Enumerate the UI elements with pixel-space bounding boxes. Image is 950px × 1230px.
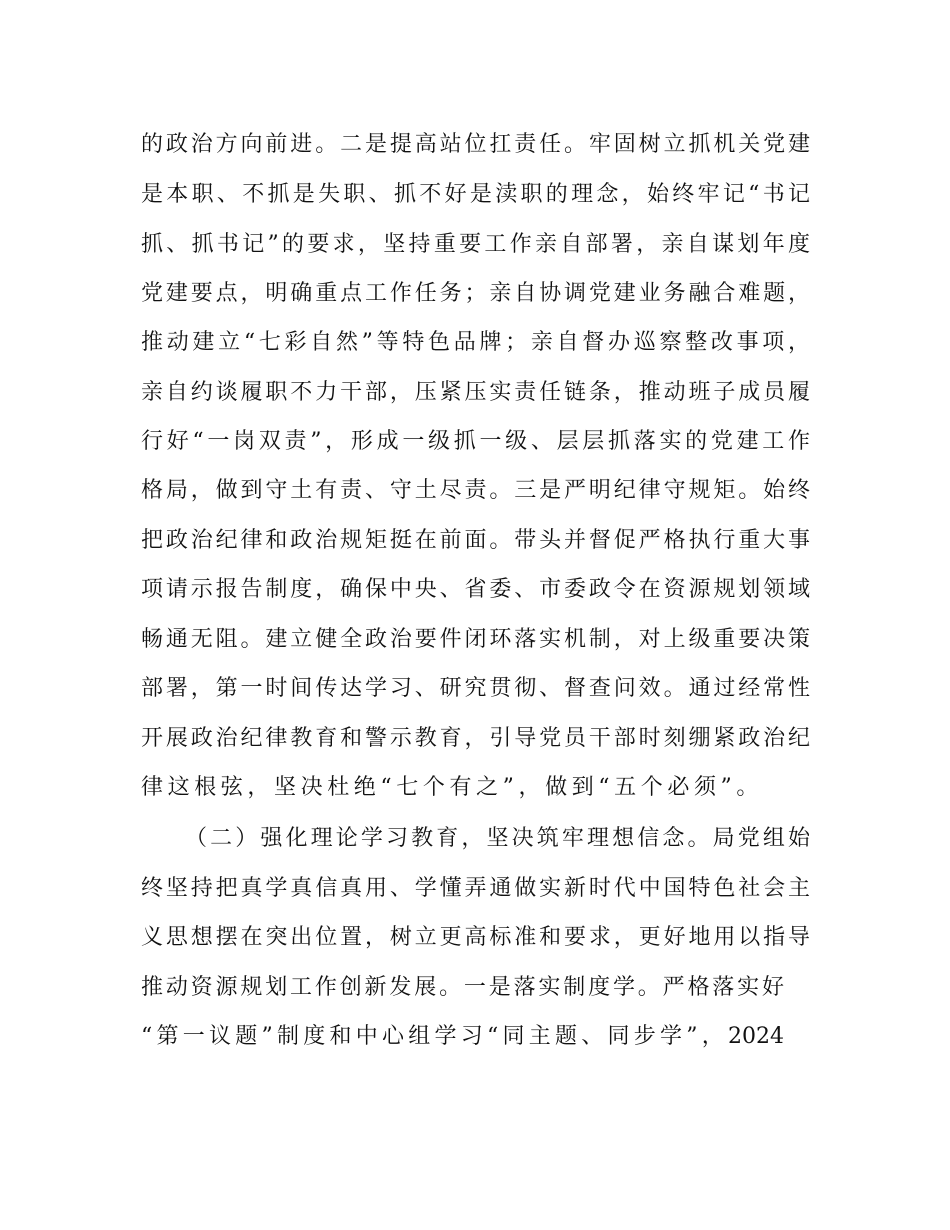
text-line: 律这根弦，坚决杜绝“七个有之”，做到“五个必须”。 [141, 775, 763, 800]
text-line: 的政治方向前进。二是提高站位扛责任。牢固树立抓机关党建 [141, 132, 810, 157]
text-line: 亲自约谈履职不力干部，压紧压实责任链条，推动班子成员履 [141, 380, 810, 405]
text-line: 终坚持把真学真信真用、学懂弄通做实新时代中国特色社会主 [141, 876, 810, 901]
text-line: 党建要点，明确重点工作任务；亲自协调党建业务融合难题， [141, 281, 810, 306]
text-line: 格局，做到守土有责、守土尽责。三是严明纪律守规矩。始终 [141, 478, 810, 503]
text-line: 推动建立“七彩自然”等特色品牌；亲自督办巡察整改事项， [141, 330, 810, 355]
text-line: 部署，第一时间传达学习、研究贯彻、督查问效。通过经常性 [141, 676, 810, 701]
text-line: 畅通无阻。建立健全政治要件闭环落实机制，对上级重要决策 [141, 627, 810, 652]
text-line: 项请示报告制度，确保中央、省委、市委政令在资源规划领域 [141, 577, 810, 602]
text-line: “第一议题”制度和中心组学习“同主题、同步学”，2024 [141, 1024, 784, 1049]
text-line: （二）强化理论学习教育，坚决筑牢理想信念。局党组始 [185, 826, 810, 851]
text-line: 行好“一岗双责”，形成一级抓一级、层层抓落实的党建工作 [141, 429, 810, 454]
text-line: 推动资源规划工作创新发展。一是落实制度学。严格落实好 [141, 975, 784, 1000]
text-line: 把政治纪律和政治规矩挺在前面。带头并督促严格执行重大事 [141, 528, 810, 553]
text-line: 开展政治纪律教育和警示教育，引导党员干部时刻绷紧政治纪 [141, 726, 810, 751]
text-line: 是本职、不抓是失职、抓不好是渎职的理念，始终牢记“书记 [141, 182, 810, 207]
text-line: 义思想摆在突出位置，树立更高标准和要求，更好地用以指导 [141, 925, 810, 950]
text-line: 抓、抓书记”的要求，坚持重要工作亲自部署，亲自谋划年度 [141, 232, 810, 257]
